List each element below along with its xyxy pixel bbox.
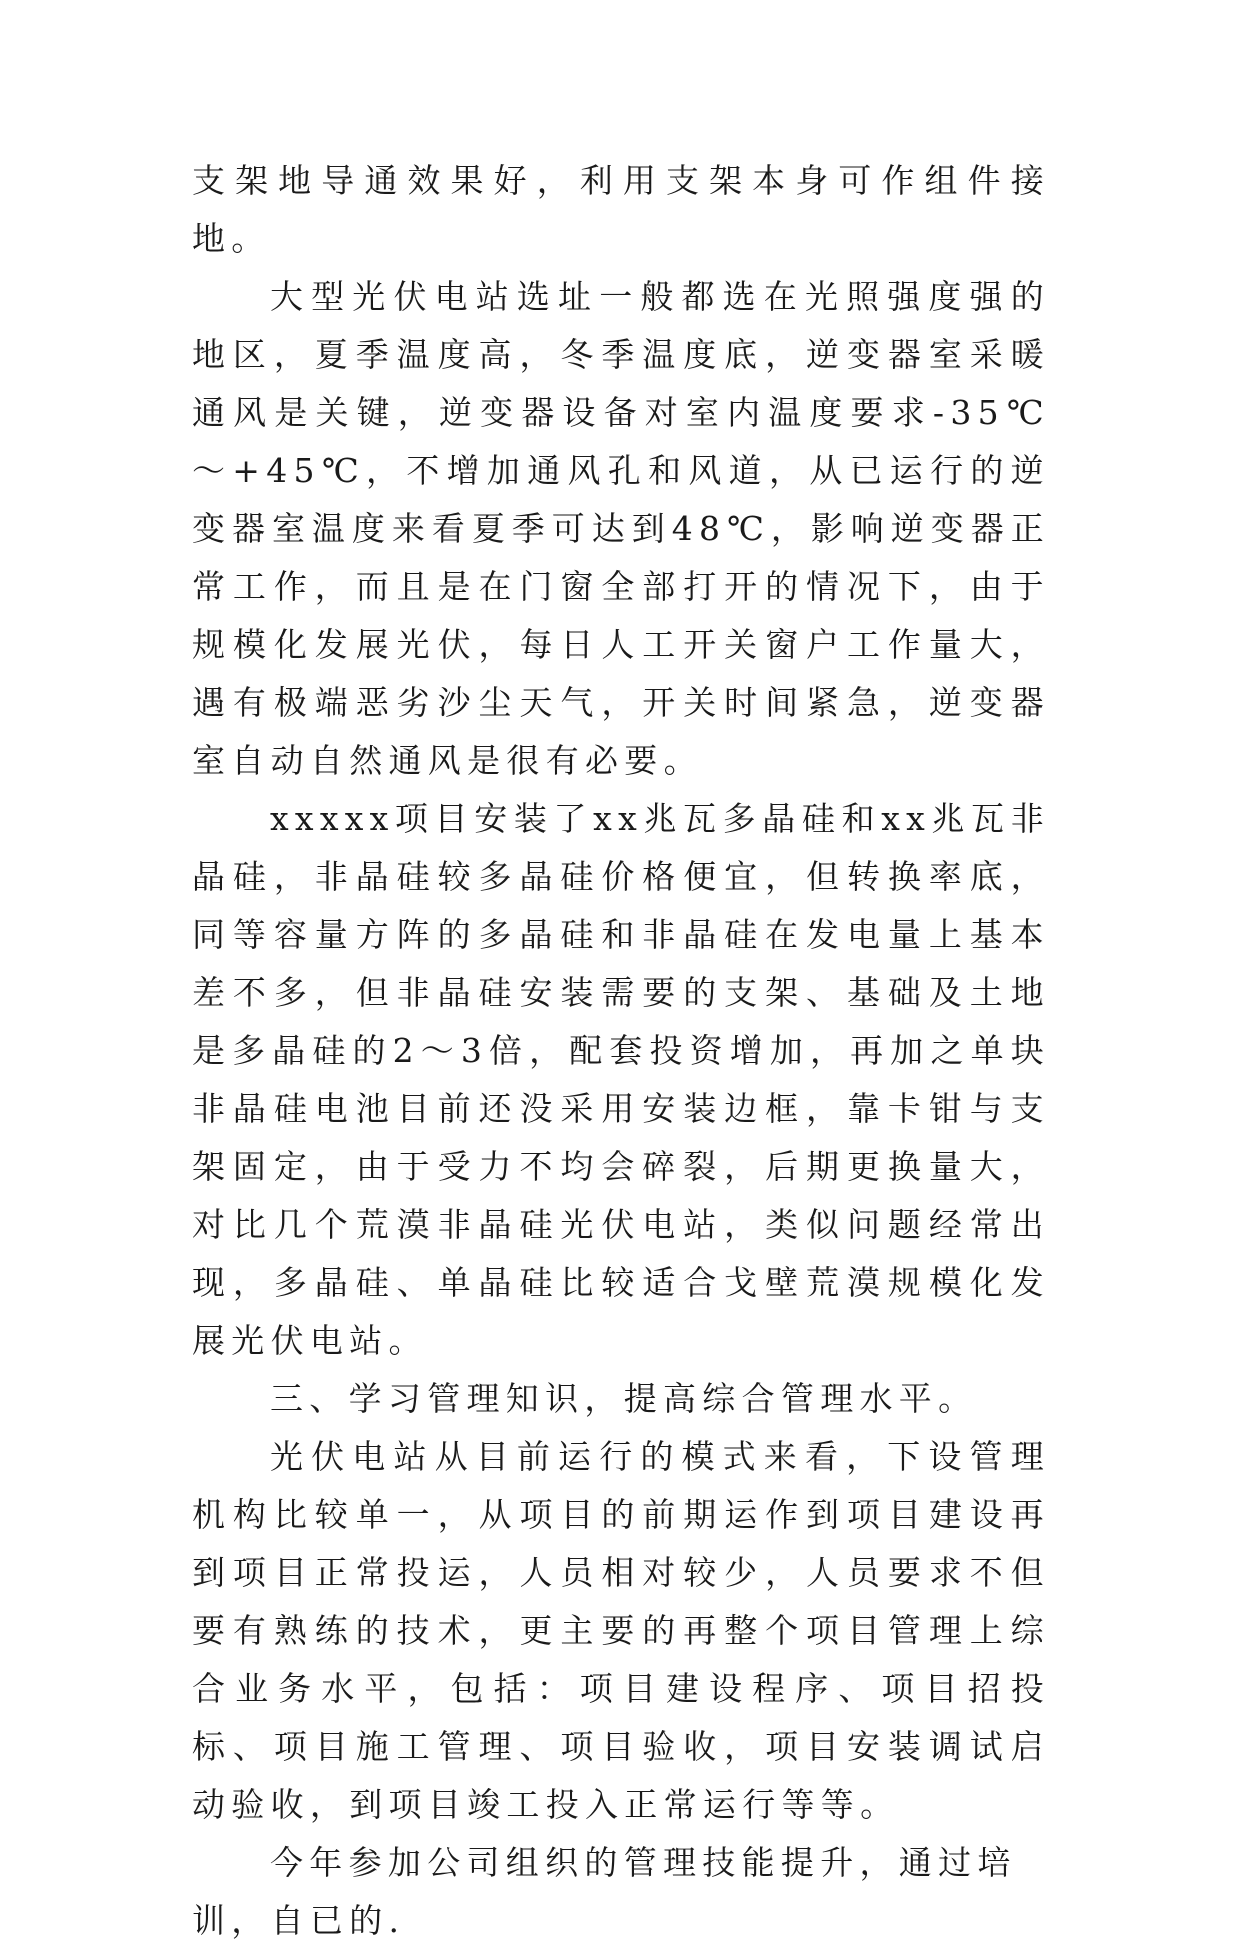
paragraph-5: 今年参加公司组织的管理技能提升，通过培训，自已的. — [192, 1843, 1017, 1940]
paragraph-1: 支架地导通效果好，利用支架本身可作组件接地。 — [192, 161, 1050, 258]
section-heading-3: 三、学习管理知识，提高综合管理水平。 — [270, 1379, 978, 1418]
paragraph-4: 光伏电站从目前运行的模式来看，下设管理机构比较单一，从项目的前期运作到项目建设再到项目正常投运，人员相对较少，人员要求不但要有熟练的技术，更主要的再整个项目管理上综合业务水平，包括：项目建设程序、项目招投标、项目施工管理、项目验收，项目安装调试启动验收，到项目竣工投入正常运行等等。 — [192, 1437, 1050, 1824]
paragraph-3: xxxxx项目安装了xx兆瓦多晶硅和xx兆瓦非晶硅，非晶硅较多晶硅价格便宜，但转换率底，同等容量方阵的多晶硅和非晶硅在发电量上基本差不多，但非晶硅安装需要的支架、基础及土地是多晶硅的2～3倍，配套投资增加，再加之单块非晶硅电池目前还没采用安装边框，靠卡钳与支架固定，由于受力不均会碎裂，后期更换量大，对比几个荒漠非晶硅光伏电站，类似问题经常出现，多晶硅、单晶硅比较适合戈壁荒漠规模化发展光伏电站。 — [192, 799, 1050, 1360]
paragraph-2: 大型光伏电站选址一般都选在光照强度强的地区，夏季温度高，冬季温度底，逆变器室采暖通风是关键，逆变器设备对室内温度要求-35℃～+45℃，不增加通风孔和风道，从已运行的逆变器室温度来看夏季可达到48℃，影响逆变器正常工作，而且是在门窗全部打开的情况下，由于规模化发展光伏，每日人工开关窗户工作量大，遇有极端恶劣沙尘天气，开关时间紧急，逆变器室自动自然通风是很有必要。 — [192, 277, 1050, 780]
document-body — [192, 152, 1050, 1950]
